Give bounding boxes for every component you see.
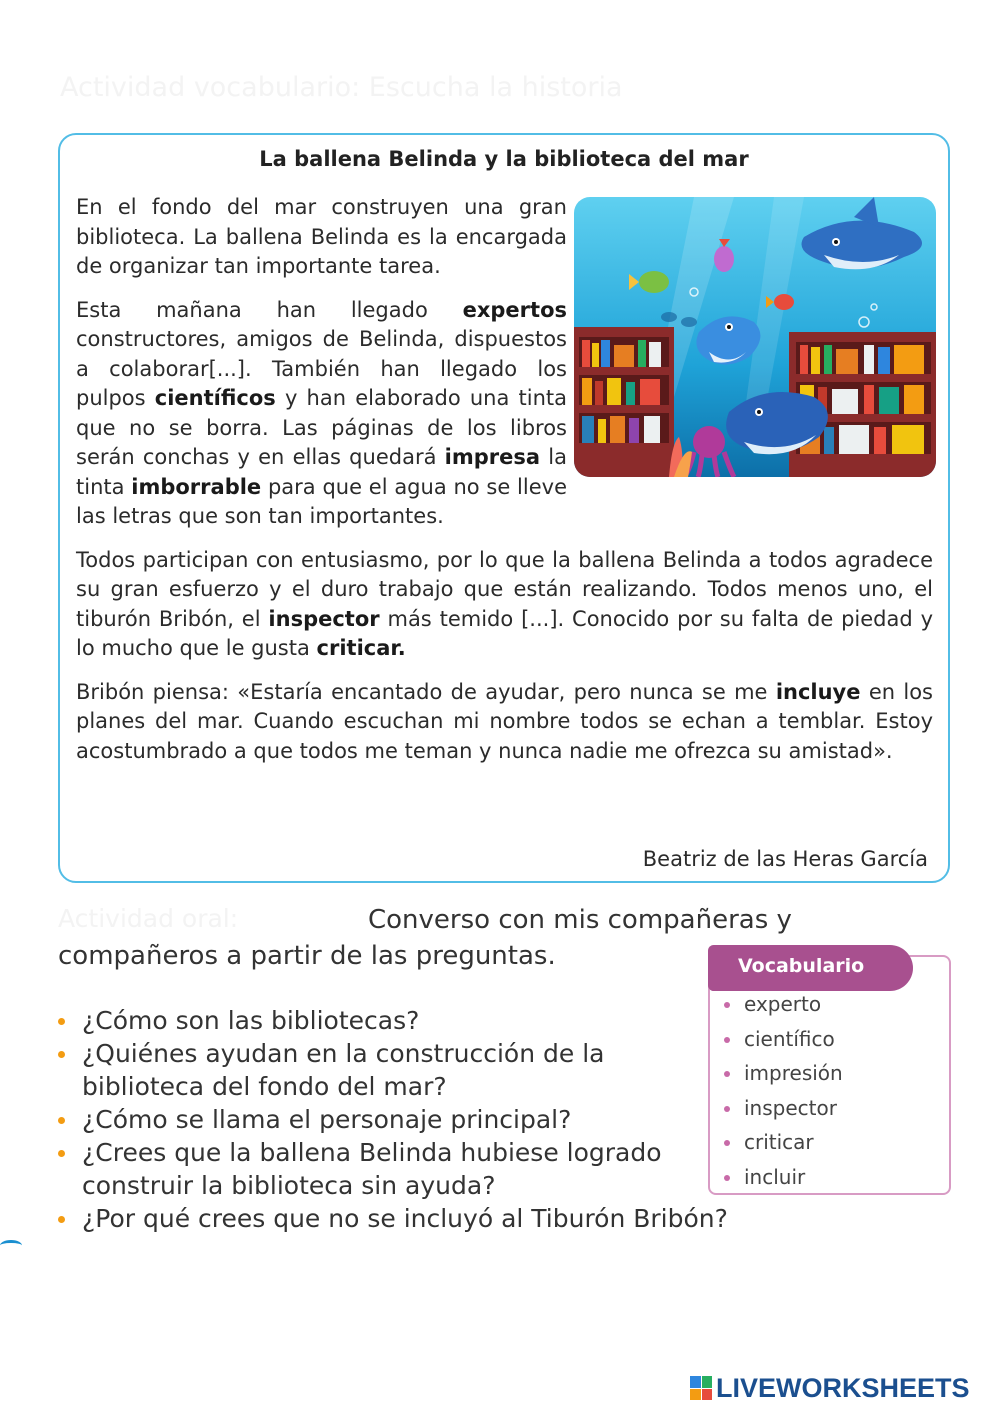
vocabulary-box [708,955,951,1195]
vocabulary-item [722,1160,843,1195]
vocabulary-item [722,987,843,1022]
question-item [58,1202,842,1235]
question-text: ¿Cómo se llama el personaje principal? [82,1105,572,1134]
question-item [58,1037,718,1103]
logo-square [690,1389,701,1401]
vocabulary-item [722,1022,843,1057]
question-item [58,1004,718,1037]
liveworksheets-brand[interactable] [690,1372,970,1404]
question-text: ¿Por qué crees que no se incluyó al Tiburón Bribón? [82,1204,728,1233]
text-run: Todos participan con entusiasmo, por lo que la ballena Belinda a todos agradece su gran esfuerzo y el duro trabajo que están realizando. Todos menos uno, el tiburón Bribón, el [76,547,933,631]
logo-square [702,1389,713,1401]
vocabulary-item [722,1091,843,1126]
question-text: ¿Cómo son las bibliotecas? [82,1006,420,1035]
vocabulary-item [722,1056,843,1091]
liveworksheets-logo-icon [690,1376,712,1400]
illustration-spacer [567,193,933,493]
vocabulary-list [722,987,843,1195]
text-run: constructores, amigos de Belinda, dispuestos a colaborar[...]. También han llegado los pulpos [76,327,567,410]
dot-icon [724,1002,730,1008]
logo-square [702,1376,713,1388]
dot-icon [724,1037,730,1043]
story-paragraph-4 [76,678,933,767]
story-author: Beatriz de las Heras García [642,847,928,871]
bullet-icon [58,1150,65,1157]
question-text: ¿Crees que la ballena Belinda hubiese logrado construir la biblioteca sin ayuda? [82,1138,662,1200]
bold-word: inspector [268,606,380,631]
bullet-icon [58,1216,65,1223]
question-item [58,1136,718,1202]
vocabulary-word: inspector [744,1095,837,1120]
bold-word: criticar. [316,636,406,660]
bold-word: expertos [462,297,567,322]
text-run: Esta mañana han llegado [76,297,463,322]
vocabulary-word: experto [744,992,822,1016]
vocabulary-word: impresión [744,1061,843,1086]
bullet-icon [58,1117,65,1124]
text-run: para que el agua no se lleve las letras que son tan importantes. [76,474,567,528]
dot-icon [724,1175,730,1181]
bold-word: impresa [444,445,541,469]
vocabulary-word: incluir [744,1164,806,1189]
dot-icon [724,1140,730,1146]
bold-word: científicos [154,386,276,410]
story-paragraph-1: En el fondo del mar construyen una gran biblioteca. La ballena Belinda es la encargada de organizar tan importante tarea. [76,195,567,278]
text-run: la tinta [76,445,567,499]
text-run: Bribón piensa: «Estaría encantado de ayudar, pero nunca se me [76,679,776,704]
story-frame [58,133,950,883]
text-run: y han elaborado una tinta que no se borra. Las páginas de los libros serán conchas y en ellas quedará [76,386,567,469]
bullet-icon [58,1051,65,1058]
text-run: en los planes del mar. Cuando escuchan mi nombre todos se echan a temblar. Estoy acostumbrado a que todos me teman y nunca nadie me ofrezca su amistad». [76,679,933,763]
story-paragraph-3 [76,546,933,664]
question-item [58,1103,718,1136]
text-run: más temido [...]. Conocido por su falta de piedad y lo mucho que le gusta [76,606,933,660]
converse-text: Converso con mis compañeras y compañeros a partir de las preguntas. [58,905,792,971]
brand-text: LIVEWORKSHEETS [716,1372,970,1403]
vocabulary-word: científico [744,1026,835,1051]
vocabulary-item [722,1125,843,1160]
faded-activity-heading: Actividad vocabulario: Escucha la historia [60,72,623,103]
question-list [58,1004,728,1235]
vocabulary-title: Vocabulario [708,945,913,991]
bold-word: imborrable [131,474,262,499]
story-title: La ballena Belinda y la biblioteca del mar [259,147,749,171]
vocabulary-word: criticar [744,1130,814,1155]
page-edge-arc [0,1240,22,1251]
dot-icon [724,1071,730,1077]
faded-oral-heading: Actividad oral: [58,904,239,933]
story-text [76,193,933,780]
bullet-icon [58,1018,65,1025]
question-text: ¿Quiénes ayudan en la construcción de la biblioteca del fondo del mar? [82,1039,605,1101]
dot-icon [724,1106,730,1112]
bold-word: incluye [775,679,861,704]
logo-square [690,1376,701,1388]
